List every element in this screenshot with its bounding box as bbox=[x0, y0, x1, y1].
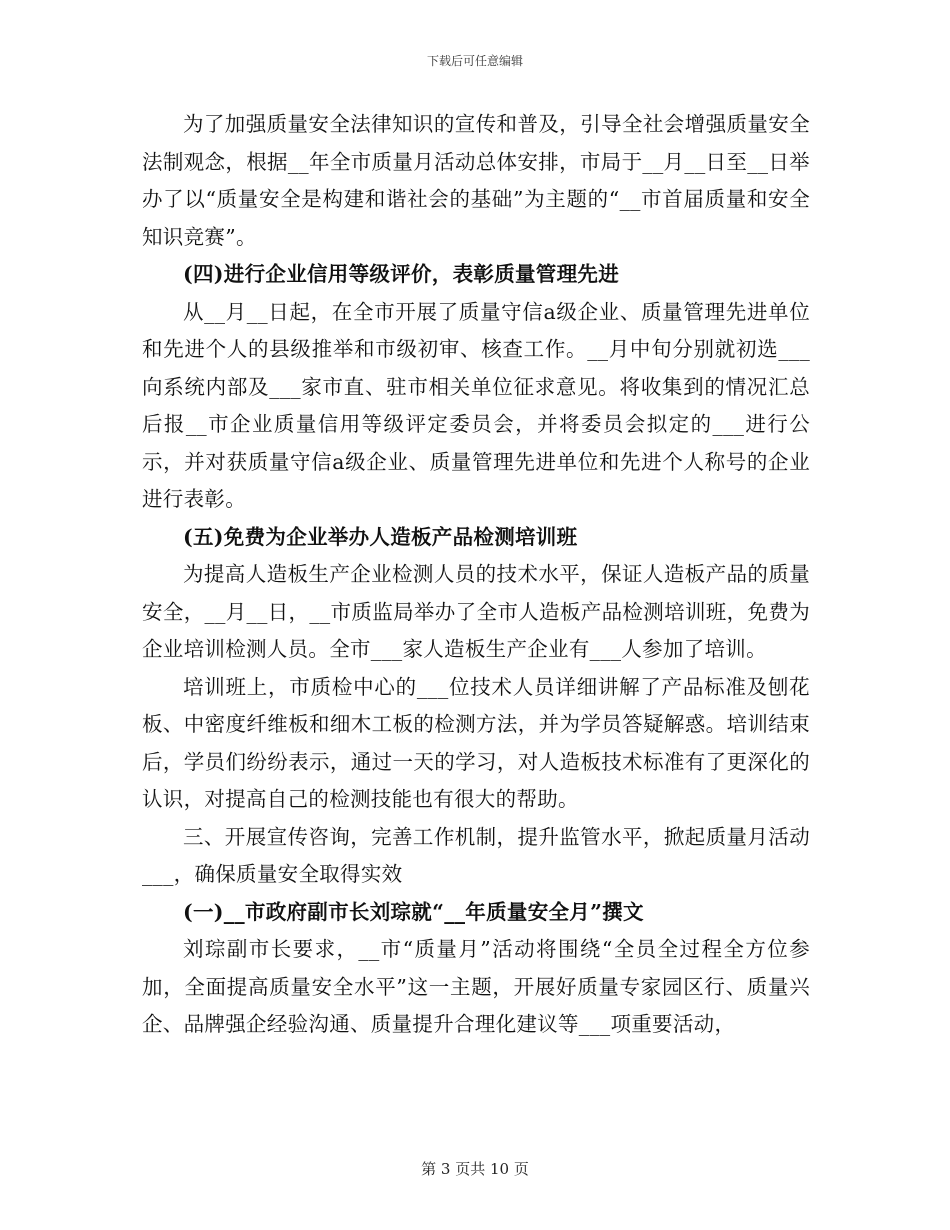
paragraph-training-class: 为提高人造板生产企业检测人员的技术水平，保证人造板产品的质量安全，__月__日，__市质监局举办了全市人造板产品检测培训班，免费为企业培训检测人员。全市___家人造板生产企业有___人参加了培训。 bbox=[142, 562, 810, 661]
heading-credit-rating: (四)进行企业信用等级评价，表彰质量管理先进 bbox=[183, 262, 619, 286]
document-body bbox=[142, 106, 810, 1044]
page-number: 第 3 页共 10 页 bbox=[421, 1160, 529, 1178]
paragraph-credit-rating: 从__月__日起，在全市开展了质量守信a级企业、质量管理先进单位和先进个人的县级推举和市级初审、核查工作。__月中旬分别就初选___向系统内部及___家市直、驻市相关单位征求意见。将收集到的情况汇总后报__市企业质量信用等级评定委员会，并将委员会拟定的___进行公示，并对获质量守信a级企业、质量管理先进单位和先进个人称号的企业进行表彰。 bbox=[142, 299, 810, 511]
heading-vice-mayor-article: (一)__市政府副市长刘琮就“__年质量安全月”撰文 bbox=[183, 899, 644, 924]
paragraph-vice-mayor-requirements: 刘琮副市长要求，__市“质量月”活动将围绕“全员全过程全方位参加，全面提高质量安全水平”这一主题，开展好质量专家园区行、质量兴企、品牌强企经验沟通、质量提升合理化建议等___项重要活动， bbox=[142, 937, 810, 1036]
paragraph-quiz-event: 为了加强质量安全法律知识的宣传和普及，引导全社会增强质量安全法制观念，根据__年全市质量月活动总体安排，市局于__月__日至__日举办了以“质量安全是构建和谐社会的基础”为主题的“__市首届质量和安全知识竞赛”。 bbox=[142, 112, 810, 249]
paragraph-section-three: 三、开展宣传咨询，完善工作机制，提升监管水平，掀起质量月活动___，确保质量安全取得实效 bbox=[142, 824, 810, 886]
heading-training-class: (五)免费为企业举办人造板产品检测培训班 bbox=[183, 524, 578, 549]
page-header: 下载后可任意编辑 bbox=[426, 54, 523, 68]
paragraph-training-content: 培训班上，市质检中心的___位技术人员详细讲解了产品标准及刨花板、中密度纤维板和细木工板的检测方法，并为学员答疑解惑。培训结束后，学员们纷纷表示，通过一天的学习，对人造板技术标准有了更深化的认识，对提高自己的检测技能也有很大的帮助。 bbox=[142, 674, 810, 811]
